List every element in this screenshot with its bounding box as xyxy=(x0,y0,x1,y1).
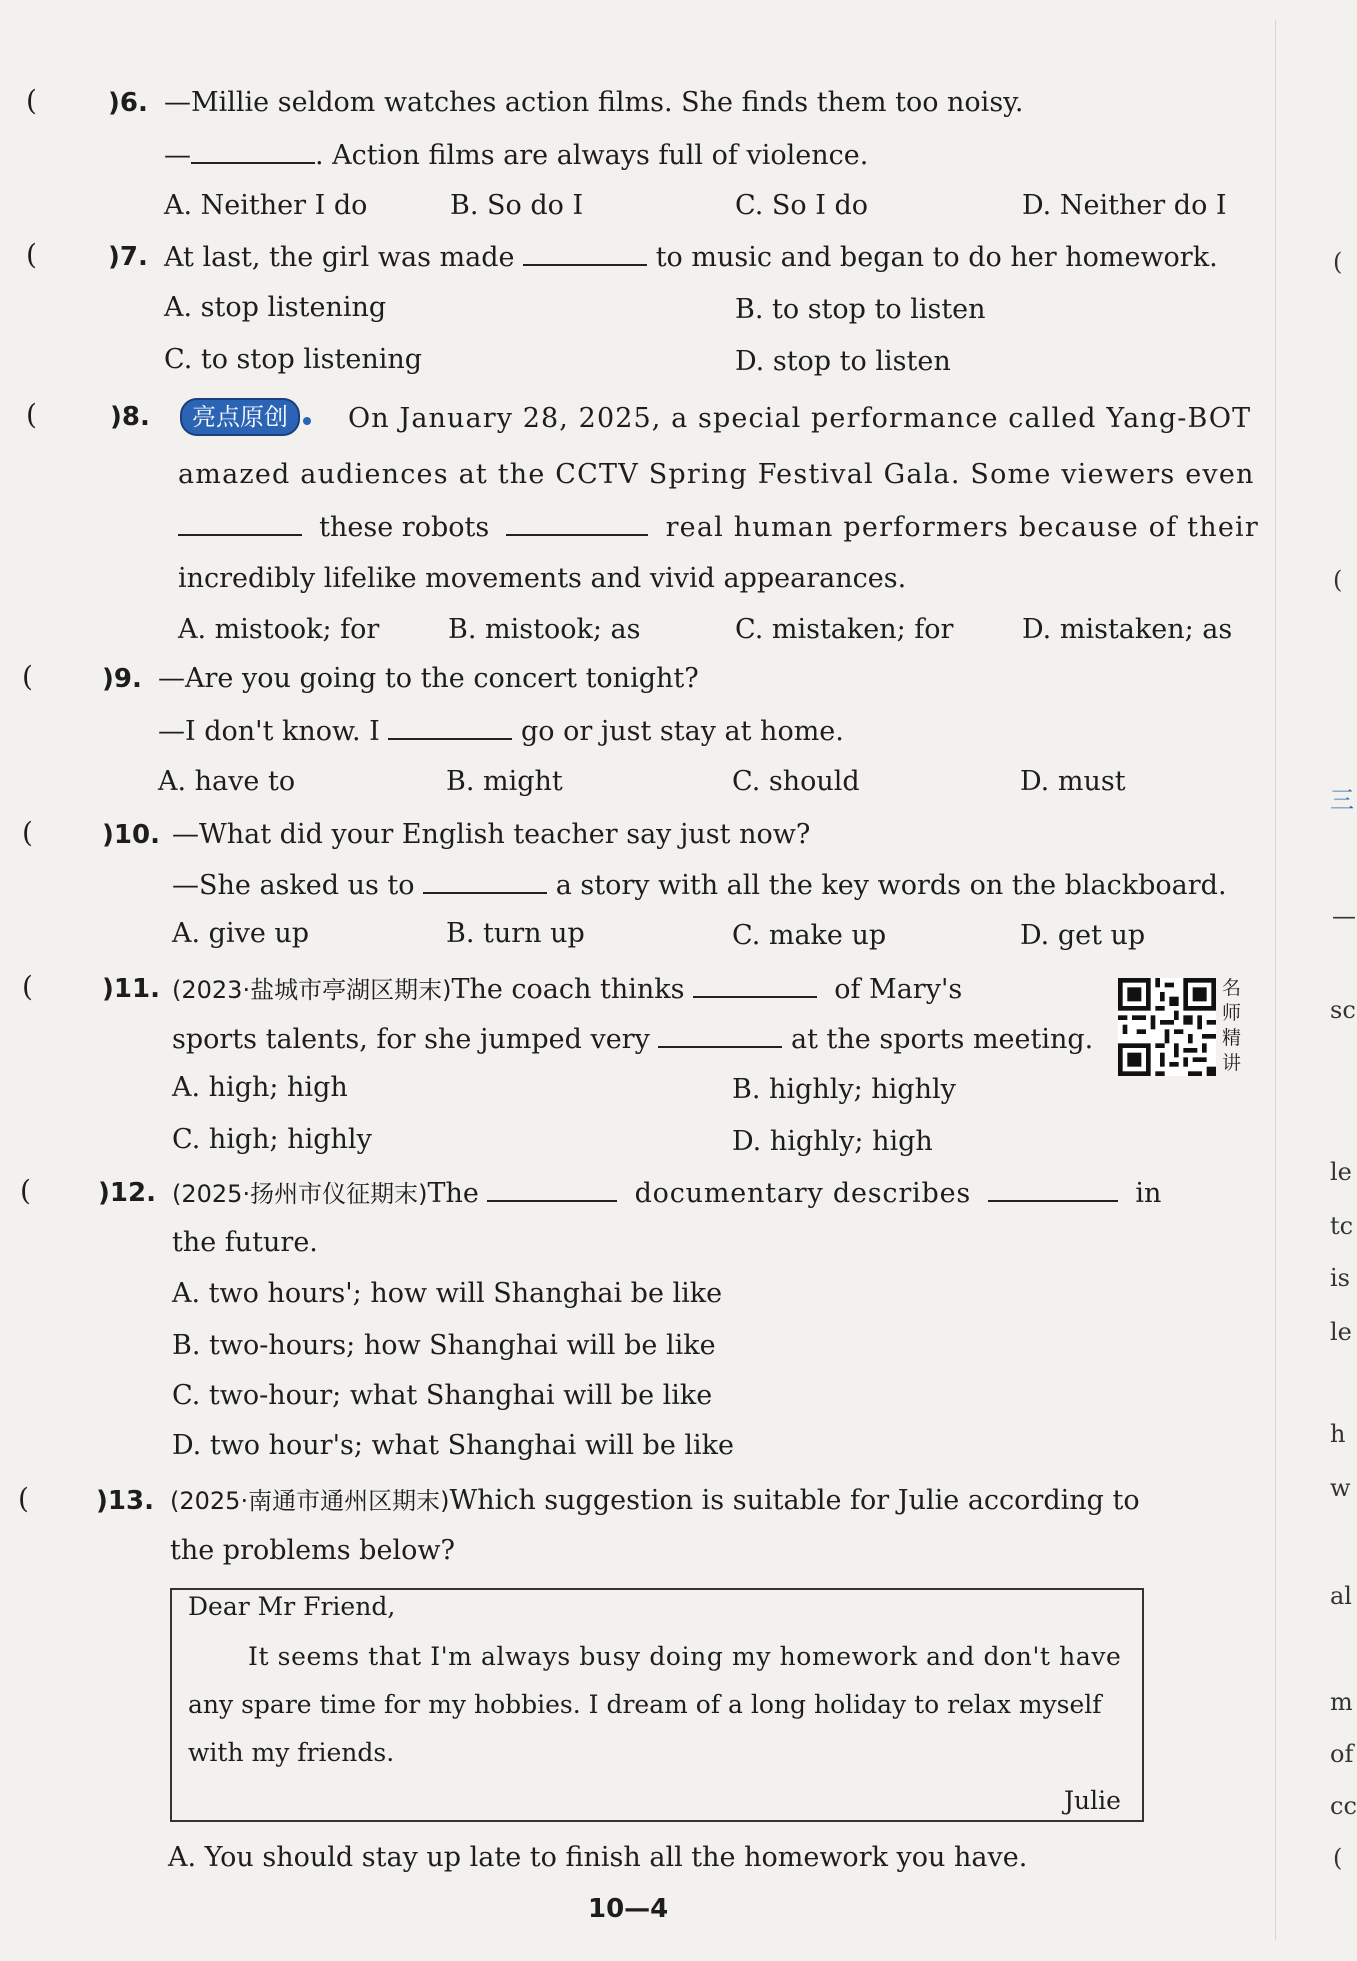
letter-line: It seems that I'm always busy doing my homework and don't have xyxy=(248,1642,1122,1671)
edge-fragment: 三 xyxy=(1330,786,1354,814)
line-text: go or just stay at home. xyxy=(520,716,844,747)
letter-signature: Julie xyxy=(1064,1786,1121,1815)
edge-fragment: ( xyxy=(1333,1844,1343,1872)
stem-text: The coach thinks xyxy=(451,974,685,1005)
answer-paren: ( xyxy=(26,398,37,431)
source-tag: (2025·南通市通州区期末) xyxy=(170,1487,450,1515)
stem-text: of Mary's xyxy=(834,974,963,1005)
question-line: incredibly lifelike movements and vivid appearances. xyxy=(178,563,907,594)
source-tag: (2025·扬州市仪征期末) xyxy=(172,1180,428,1208)
option-c[interactable]: C. should xyxy=(732,766,860,797)
option-d[interactable]: D. mistaken; as xyxy=(1022,614,1233,645)
page-divider xyxy=(1275,20,1276,1940)
option-b[interactable]: B. two-hours; how Shanghai will be like xyxy=(172,1330,716,1361)
answer-blank[interactable] xyxy=(658,1022,782,1048)
option-c[interactable]: C. to stop listening xyxy=(164,344,423,375)
question-stem xyxy=(164,240,1218,275)
answer-paren: ( xyxy=(22,970,33,1003)
edge-fragment: le xyxy=(1330,1318,1352,1346)
option-b[interactable]: B. turn up xyxy=(446,918,585,949)
question-line: the problems below? xyxy=(170,1535,455,1566)
stem-text: At last, the girl was made xyxy=(164,242,515,273)
question-number: )10. xyxy=(102,820,160,850)
question-line xyxy=(172,1022,1093,1057)
question-number: )7. xyxy=(108,242,148,272)
edge-fragment: — xyxy=(1332,902,1356,930)
question-number: )12. xyxy=(98,1178,156,1208)
answer-paren: ( xyxy=(26,238,37,271)
question-stem: —Are you going to the concert tonight? xyxy=(158,663,699,694)
edge-fragment: w xyxy=(1330,1474,1351,1502)
option-d[interactable]: D. get up xyxy=(1020,920,1146,951)
question-line: amazed audiences at the CCTV Spring Festival Gala. Some viewers even xyxy=(178,459,1255,490)
stem-text: documentary describes xyxy=(634,1178,972,1209)
edge-fragment: ( xyxy=(1333,566,1343,594)
option-a[interactable]: A. mistook; for xyxy=(178,614,380,645)
edge-fragment: h xyxy=(1330,1420,1346,1448)
option-b[interactable]: B. highly; highly xyxy=(732,1074,956,1105)
edge-fragment: sc xyxy=(1330,996,1356,1024)
qr-code-icon[interactable] xyxy=(1118,978,1216,1076)
option-a[interactable]: A. stop listening xyxy=(164,292,387,323)
edge-fragment: cc xyxy=(1330,1792,1357,1820)
question-line xyxy=(178,510,1259,545)
edge-fragment: m xyxy=(1330,1688,1353,1716)
question-line xyxy=(158,714,844,749)
question-stem xyxy=(170,1484,1140,1518)
answer-blank[interactable] xyxy=(506,510,648,536)
question-stem: —What did your English teacher say just now? xyxy=(172,819,811,850)
stem-text: Which suggestion is suitable for Julie according to xyxy=(449,1485,1140,1516)
question-stem xyxy=(172,972,962,1007)
line-text: —She asked us to xyxy=(172,870,415,901)
edge-fragment: is xyxy=(1330,1264,1350,1292)
letter-greeting: Dear Mr Friend, xyxy=(188,1592,396,1621)
edge-fragment: ( xyxy=(1333,248,1343,276)
line-text: real human performers because of their xyxy=(665,512,1259,543)
stem-text: The xyxy=(427,1178,479,1209)
option-c[interactable]: C. make up xyxy=(732,920,887,951)
option-d[interactable]: D. highly; high xyxy=(732,1126,933,1157)
line-text: sports talents, for she jumped very xyxy=(172,1024,650,1055)
stem-text: in xyxy=(1135,1178,1162,1209)
answer-paren: ( xyxy=(22,660,33,693)
option-a[interactable]: A. give up xyxy=(172,918,310,949)
question-number: )8. xyxy=(110,402,150,432)
letter-line: any spare time for my hobbies. I dream of a long holiday to relax myself xyxy=(188,1690,1102,1719)
answer-blank[interactable] xyxy=(487,1176,617,1202)
option-a[interactable]: A. Neither I do xyxy=(164,190,368,221)
original-badge xyxy=(180,398,311,436)
question-line xyxy=(172,868,1227,903)
badge-dot-icon xyxy=(303,417,311,425)
option-a[interactable]: A. You should stay up late to finish all the homework you have. xyxy=(168,1842,1028,1873)
answer-paren: ( xyxy=(18,1482,29,1515)
line-text: at the sports meeting. xyxy=(791,1024,1094,1055)
question-line xyxy=(164,138,868,173)
edge-fragment: of xyxy=(1330,1740,1354,1768)
dash: — xyxy=(164,140,191,171)
option-b[interactable]: B. might xyxy=(446,766,563,797)
answer-blank[interactable] xyxy=(388,714,512,740)
option-d[interactable]: D. must xyxy=(1020,766,1126,797)
question-number: )13. xyxy=(96,1486,154,1516)
answer-paren: ( xyxy=(22,816,33,849)
source-tag: (2023·盐城市亭湖区期末) xyxy=(172,976,452,1004)
answer-blank[interactable] xyxy=(178,510,302,536)
option-b[interactable]: B. mistook; as xyxy=(448,614,641,645)
edge-fragment: al xyxy=(1330,1582,1352,1610)
option-a[interactable]: A. high; high xyxy=(172,1072,348,1103)
option-c[interactable]: C. mistaken; for xyxy=(735,614,954,645)
answer-blank[interactable] xyxy=(693,972,817,998)
line-text: . Action films are always full of violence. xyxy=(315,140,869,171)
option-b[interactable]: B. So do I xyxy=(450,190,584,221)
option-a[interactable]: A. two hours'; how will Shanghai be like xyxy=(172,1278,723,1309)
question-stem: —Millie seldom watches action films. She finds them too noisy. xyxy=(164,87,1024,118)
line-text: —I don't know. I xyxy=(158,716,380,747)
question-stem: On January 28, 2025, a special performance called Yang-BOT xyxy=(348,403,1252,434)
option-c[interactable]: C. high; highly xyxy=(172,1124,372,1155)
question-number: )11. xyxy=(102,974,160,1004)
question-stem xyxy=(172,1176,1161,1211)
option-d[interactable]: D. two hour's; what Shanghai will be like xyxy=(172,1430,734,1461)
answer-paren: ( xyxy=(26,84,37,117)
question-number: )6. xyxy=(108,88,148,118)
answer-blank[interactable] xyxy=(988,1176,1118,1202)
qr-label: 名师精讲 xyxy=(1222,977,1242,1074)
page-number: 10—4 xyxy=(588,1894,669,1924)
answer-blank[interactable] xyxy=(523,240,647,266)
letter-line: with my friends. xyxy=(188,1738,395,1767)
line-text: these robots xyxy=(319,512,490,543)
edge-fragment: tc xyxy=(1330,1212,1354,1240)
line-text: a story with all the key words on the blackboard. xyxy=(555,870,1227,901)
option-a[interactable]: A. have to xyxy=(158,766,296,797)
option-c[interactable]: C. So I do xyxy=(735,190,868,221)
question-number: )9. xyxy=(102,664,142,694)
stem-text: to music and began to do her homework. xyxy=(655,242,1218,273)
badge-label: 亮点原创 xyxy=(180,398,300,436)
option-c[interactable]: C. two-hour; what Shanghai will be like xyxy=(172,1380,713,1411)
option-d[interactable]: D. stop to listen xyxy=(735,346,951,377)
question-line: the future. xyxy=(172,1227,318,1258)
answer-paren: ( xyxy=(20,1174,31,1207)
answer-blank[interactable] xyxy=(423,868,547,894)
edge-fragment: le xyxy=(1330,1158,1352,1186)
option-b[interactable]: B. to stop to listen xyxy=(735,294,986,325)
answer-blank[interactable] xyxy=(191,138,315,164)
option-d[interactable]: D. Neither do I xyxy=(1022,190,1227,221)
